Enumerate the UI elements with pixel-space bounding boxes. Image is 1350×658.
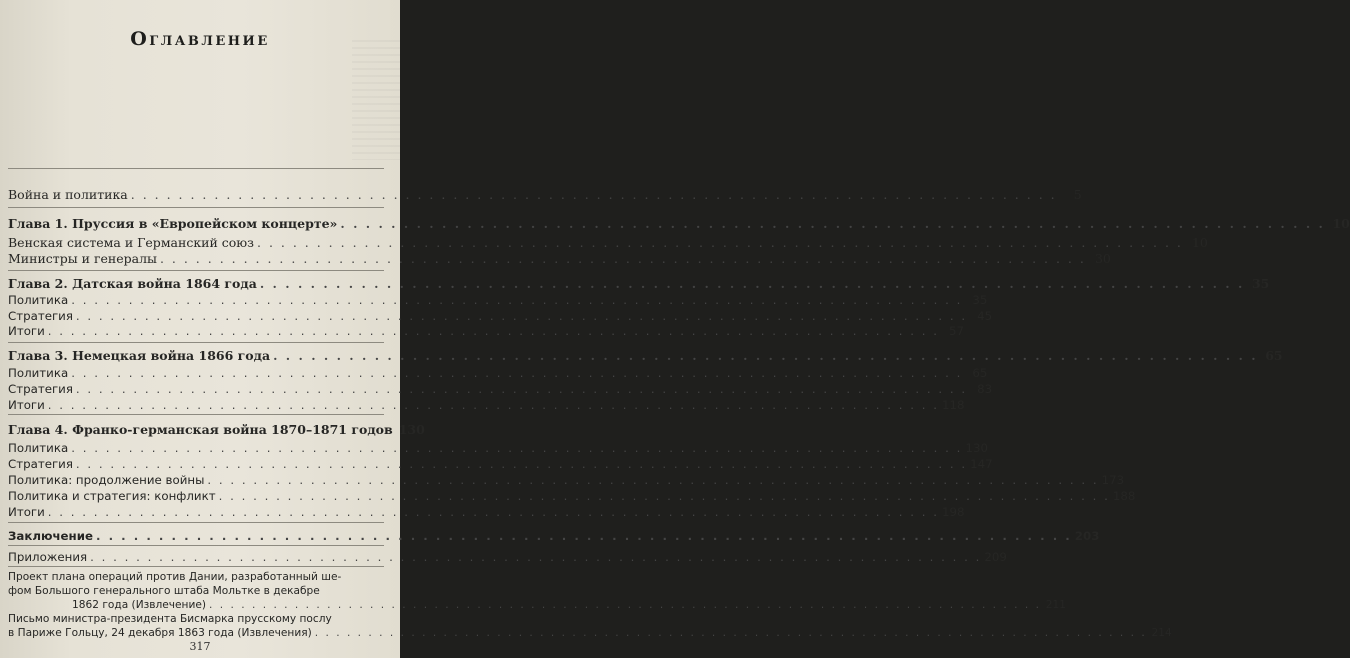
divider (8, 207, 384, 208)
page-title: Оглавление (130, 28, 270, 50)
toc-entry: Итоги . . . 118 (8, 398, 384, 413)
toc-entry: Венская система и Германский союз . . . 10 (8, 235, 384, 250)
toc-chapter: Глава 4. Франко-германская война 1870–1871 годов 130 (8, 422, 425, 437)
toc-entry: Министры и генералы . . . 30 (8, 251, 384, 266)
appendix-line: Письмо министра-президента Бисмарка прусскому послу (8, 613, 332, 625)
divider (8, 342, 384, 343)
toc-chapter: Глава 2. Датская война 1864 года . . . 35 (8, 276, 384, 291)
toc-entry: Стратегия . . . 45 (8, 309, 384, 324)
appendix-line: фом Большого генерального штаба Мольтке в декабре (8, 585, 320, 597)
toc-entry: Политика . . . 65 (8, 366, 384, 381)
toc-entry: Политика . . . 35 (8, 293, 384, 308)
show-through (352, 40, 400, 160)
divider (8, 522, 384, 523)
appendix-line: Проект плана операций против Дании, разработанный ше- (8, 571, 342, 583)
appendix-entry: 1862 года (Извлечение) . . . 211 (72, 598, 384, 612)
divider (8, 545, 384, 546)
toc-entry: Приложения . . . 209 (8, 550, 384, 565)
toc-entry: Итоги . . . 57 (8, 324, 384, 339)
toc-entry: Итоги . . . 198 (8, 505, 384, 520)
divider (8, 566, 384, 567)
toc-entry: Политика и стратегия: конфликт . . . 188 (8, 489, 384, 504)
toc-entry: Политика . . . 130 (8, 441, 384, 456)
divider (8, 168, 384, 169)
divider (8, 414, 384, 415)
toc-entry: Политика: продолжение войны . . . 173 (8, 473, 384, 488)
toc-entry: Стратегия . . . 83 (8, 382, 384, 397)
appendix-entry: в Париже Гольцу, 24 декабря 1863 года (Извлечения) . . . 214 (8, 626, 384, 640)
toc-entry: Война и политика . . . 5 (8, 187, 384, 202)
page-number: 317 (189, 640, 211, 653)
toc-entry: Стратегия . . . 147 (8, 457, 384, 472)
divider (8, 270, 384, 271)
toc-chapter: Глава 1. Пруссия в «Европейском концерте» . . . 10 (8, 216, 384, 231)
toc-chapter: Глава 3. Немецкая война 1866 года . . . 65 (8, 348, 384, 363)
toc-chapter: Заключение . . . 203 (8, 529, 384, 544)
